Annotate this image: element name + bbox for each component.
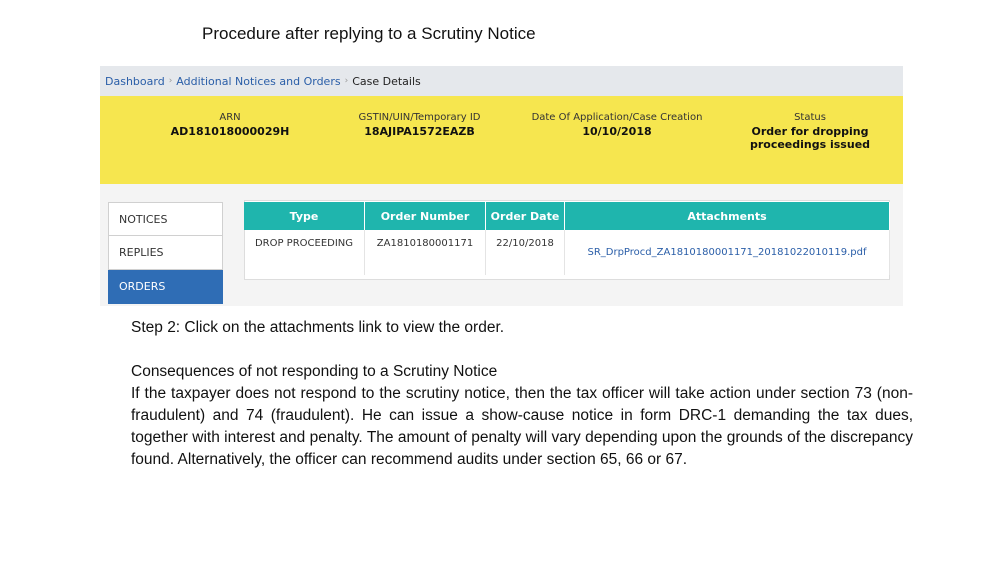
slide-title: Procedure after replying to a Scrutiny Notice: [202, 24, 536, 43]
cell-type: DROP PROCEEDING: [244, 230, 365, 275]
breadcrumb-separator-icon: ›: [344, 76, 349, 86]
consequences-paragraph: If the taxpayer does not respond to the scrutiny notice, then the tax officer will take action under section 73 (non-fraudulent) and 74 (fraudulent). He can issue a show-cause notice in form DRC-1 demanding the tax dues, together with interest and penalty. The amount of penalty will vary depending upon the grounds of the discrepancy found. Alternatively, the officer can recommend audits under section 65, 66 or 67.: [131, 385, 913, 468]
orders-table: [244, 202, 890, 275]
tab-replies[interactable]: REPLIES: [108, 236, 223, 270]
consequences-heading: Consequences of not responding to a Scrutiny Notice: [131, 363, 498, 380]
arn-label: ARN: [219, 112, 241, 123]
arn-field: [130, 112, 330, 138]
gstin-label: GSTIN/UIN/Temporary ID: [358, 112, 481, 123]
cell-order-date: 22/10/2018: [486, 230, 565, 275]
side-tabs: [108, 202, 223, 304]
case-summary-band: [100, 96, 903, 184]
gstin-field: [332, 112, 507, 138]
step-instruction: Step 2: Click on the attachments link to view the order.: [131, 319, 505, 336]
orders-panel: [244, 200, 890, 280]
tab-orders[interactable]: ORDERS: [108, 270, 223, 304]
status-label: Status: [794, 112, 826, 123]
col-header-order-date: Order Date: [486, 202, 565, 230]
status-value: Order for dropping proceedings issued: [749, 125, 871, 151]
arn-value: AD181018000029H: [170, 125, 290, 138]
status-field: [720, 112, 900, 151]
case-details-screenshot: [100, 66, 903, 306]
table-row: [244, 230, 890, 275]
tab-notices[interactable]: NOTICES: [108, 202, 223, 236]
breadcrumb: [100, 66, 903, 96]
gstin-value: 18AJIPA1572EAZB: [364, 125, 475, 138]
col-header-type: Type: [244, 202, 365, 230]
cell-order-number: ZA1810180001171: [365, 230, 486, 275]
col-header-attachments: Attachments: [565, 202, 890, 230]
breadcrumb-additional-notices[interactable]: Additional Notices and Orders: [176, 74, 341, 88]
breadcrumb-separator-icon: ›: [168, 76, 173, 86]
date-label: Date Of Application/Case Creation: [531, 112, 703, 123]
breadcrumb-dashboard[interactable]: Dashboard: [105, 74, 165, 88]
attachment-link[interactable]: SR_DrpProcd_ZA1810180001171_20181022010119.pdf: [587, 246, 867, 258]
date-field: [517, 112, 717, 138]
col-header-order-number: Order Number: [365, 202, 486, 230]
breadcrumb-case-details: Case Details: [352, 74, 421, 88]
date-value: 10/10/2018: [582, 125, 652, 138]
cell-attachment: [565, 230, 890, 275]
